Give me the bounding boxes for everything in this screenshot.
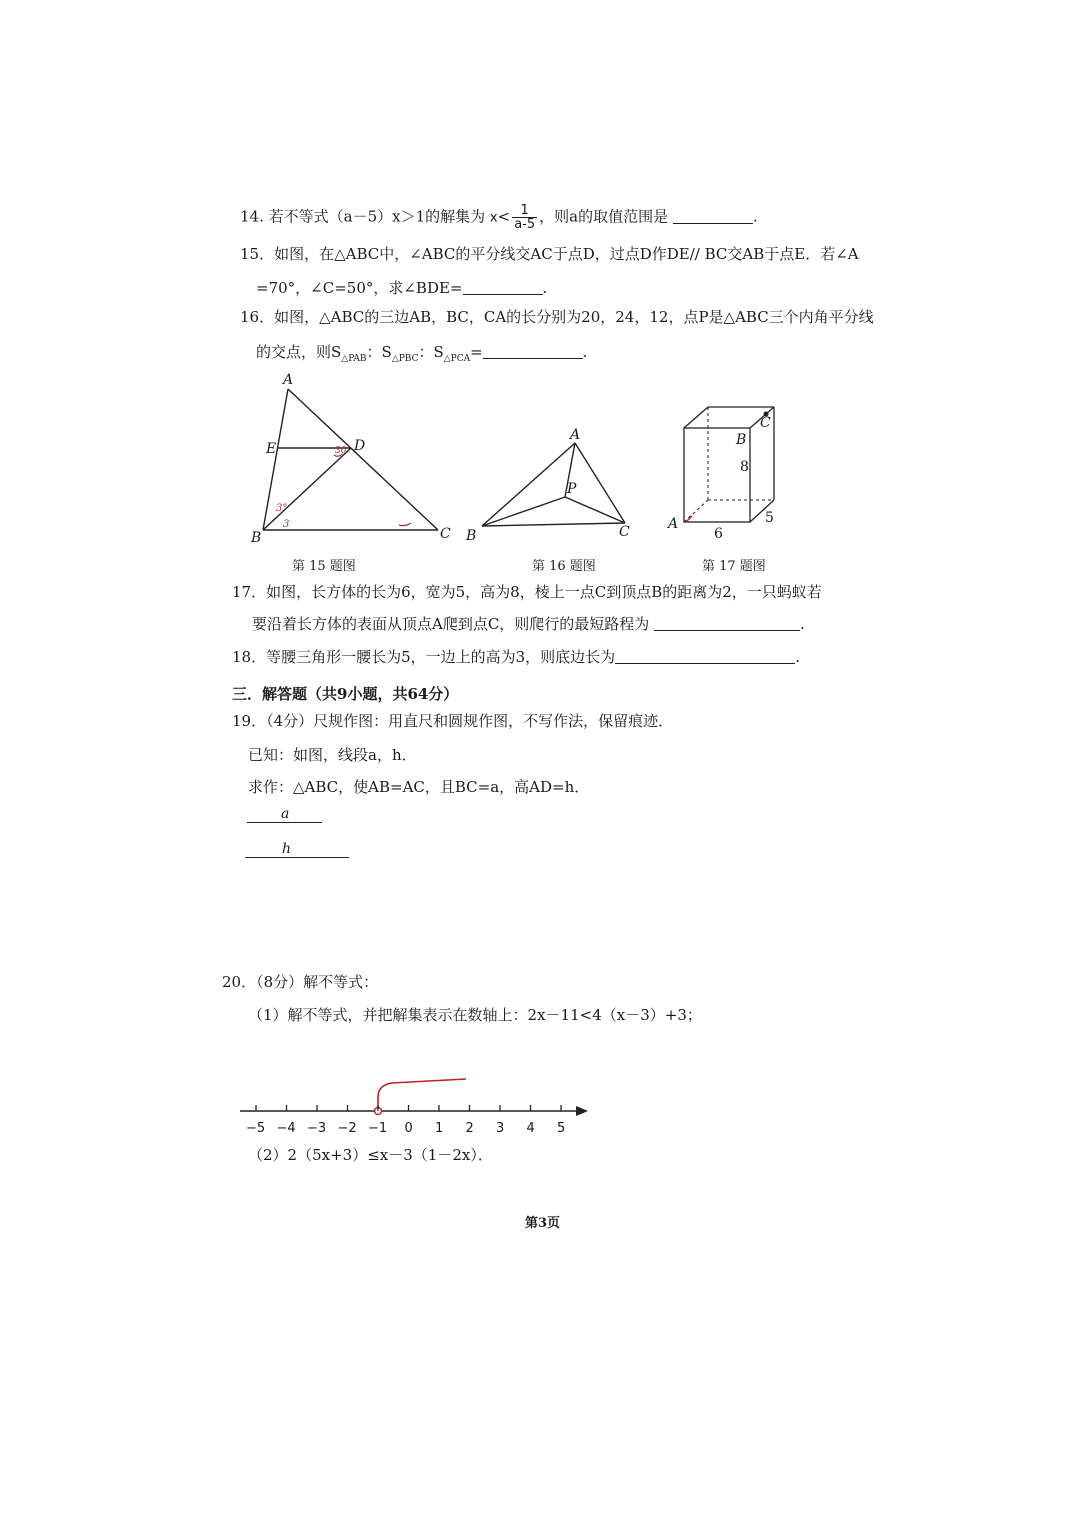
- tick-label: 4: [526, 1121, 535, 1136]
- tick-label: 0: [404, 1121, 413, 1136]
- fig15-label-b: B: [251, 530, 262, 546]
- fig17-label-c: C: [760, 415, 771, 431]
- question-20-line2: （1）解不等式，并把解集表示在数轴上：2x－11<4（x－3）+3；: [248, 1006, 702, 1024]
- fig15-caption: 第 15 题图: [292, 559, 356, 574]
- question-16-line1: 16．如图，△ABC的三边AB，BC，CA的长分别为20，24，12，点P是△ABC三个内角平分线: [240, 308, 874, 326]
- tick-label: −5: [246, 1121, 266, 1136]
- fig17-width: 5: [765, 510, 774, 526]
- fig17-label-a: A: [668, 516, 679, 532]
- fig16-label-a: A: [570, 427, 581, 443]
- fig16-label-p: P: [567, 481, 577, 497]
- fig16-caption: 第 16 题图: [532, 559, 596, 574]
- question-19-line1: 19．（4分）尺规作图：用直尺和圆规作图，不写作法，保留痕迹．: [232, 712, 674, 730]
- tick-label: −3: [307, 1121, 327, 1136]
- question-20-line3: （2）2（5x+3）≤x－3（1－2x）．: [248, 1146, 493, 1164]
- tick-label: 5: [557, 1121, 566, 1136]
- fig15-mark-2: 3: [283, 519, 290, 530]
- tick-label: 1: [435, 1121, 444, 1136]
- question-19-line2: 已知：如图，线段a，h．: [248, 746, 417, 764]
- question-15-line2: =70°，∠C=50°，求∠BDE= .: [256, 279, 548, 297]
- fraction: $\frac{1}{a-5}$: [514, 203, 536, 232]
- fig15-mark-1: 3°: [276, 503, 288, 514]
- question-15-line1: 15．如图，在△ABC中，∠ABC的平分线交AC于点D，过点D作DE// BC交AB于点E．若∠A: [240, 245, 859, 263]
- fig15-label-e: E: [266, 441, 277, 457]
- fig17-height: 8: [740, 459, 749, 475]
- fig15-label-d: D: [354, 438, 366, 454]
- fig15-label-a: A: [283, 372, 294, 388]
- question-16-line2: 的交点，则$S_{\triangle PAB}$：$S_{\triangle PBC}$：$S_{\triangle PCA}=$ .: [256, 343, 588, 364]
- question-17-line1: 17．如图，长方体的长为6，宽为5，高为8，棱上一点C到顶点B的距离为2，一只蚂蚁若: [232, 583, 822, 601]
- tick-label: 2: [465, 1121, 474, 1136]
- tick-label: 3: [496, 1121, 505, 1136]
- segment-h-label: h: [282, 841, 292, 857]
- tick-label: −1: [368, 1121, 388, 1136]
- segment-a-label: a: [281, 806, 290, 822]
- question-19-line3: 求作：△ABC，使AB=AC，且BC=a，高AD=h．: [248, 778, 590, 796]
- tick-label: −4: [276, 1121, 296, 1136]
- tick-label: −2: [337, 1121, 357, 1136]
- fig15-label-c: C: [440, 526, 451, 542]
- fig16-label-c: C: [619, 524, 630, 540]
- question-20-line1: 20．（8分）解不等式：: [222, 973, 379, 991]
- question-17-line2: 要沿着长方体的表面从顶点A爬到点C，则爬行的最短路程为 .: [252, 615, 805, 633]
- fig16-label-b: B: [466, 528, 477, 544]
- question-14: 14. 若不等式（a－5）x＞1的解集为 x< $\frac{1}{a-5}$ ，则a的取值范围是 .: [240, 203, 758, 232]
- fig17-length: 6: [714, 526, 723, 542]
- fig17-label-b: B: [736, 432, 747, 448]
- fig17-caption: 第 17 题图: [702, 559, 766, 574]
- fig15-mark-4: 30: [335, 446, 347, 456]
- section-heading: 三．解答题（共9小题，共64分）: [232, 685, 459, 703]
- question-18: 18．等腰三角形一腰长为5，一边上的高为3，则底边长为 .: [232, 648, 800, 666]
- page-number: 第3页: [525, 1216, 561, 1231]
